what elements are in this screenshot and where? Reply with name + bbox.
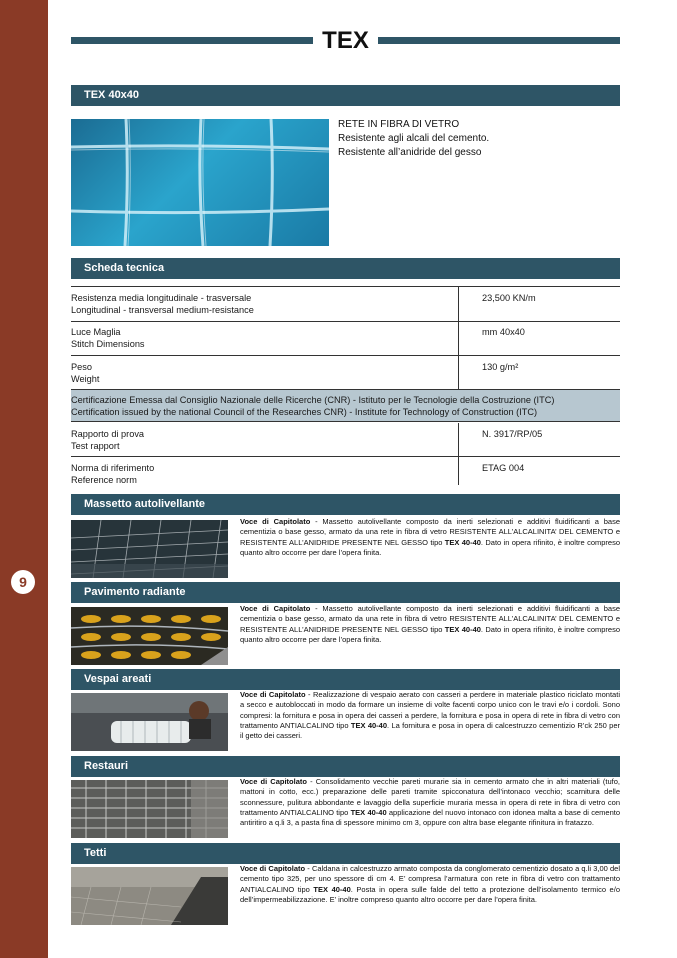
section-header-pavimento: Pavimento radiante <box>71 582 620 603</box>
spec-label-it: Luce Maglia <box>71 327 121 337</box>
spec-body: . La fornitura e posa in opera di calcestruzzo cementizio R’ck 250 per il getto dei casseri. <box>240 720 621 741</box>
spec-body: . Dato in opera rifinito, è inoltre compreso quanto altro occorre per dare l’opera finita. <box>240 624 621 644</box>
spec-lead: Voce di Capitolato <box>240 864 306 873</box>
section-header-restauri: Restauri <box>71 756 620 777</box>
massetto-photo <box>71 520 228 578</box>
spec-label <box>71 361 451 385</box>
spec-row <box>71 356 620 390</box>
spec-label-en: Stitch Dimensions <box>71 339 145 349</box>
spec-body: - Massetto autolivellante composto da inerti selezionati e additivi fluidificanti a base cementizia o base gesso, armato da una rete in fibra di vetro RESISTENTE ALL’ALCALINITA’ DEL CEMENTO e RESISTENTE ALL’ANIDRIDE PRESENTE NEL GESSO tipo <box>240 604 620 634</box>
spec-value: ETAG 004 <box>482 463 525 473</box>
spec-value: mm 40x40 <box>482 327 525 337</box>
pavimento-photo <box>71 607 228 665</box>
product-code: TEX 40-40 <box>313 884 351 894</box>
spec-label <box>71 428 451 452</box>
spec-row <box>71 423 620 457</box>
restauri-photo <box>71 780 228 838</box>
spec-body: - Realizzazione di vespaio aerato con casseri a perdere in materiale plastico riciclato montati a secco e autobloccati in modo da formare un insieme di volte facenti corpo unico con le travi e/o i cordoli. Sono compresi: la fornitura e posa in opera dei casseri a perdere, la fornitura e posa in opera di rete in fibra di vetro con trattamento ANTIALCALINO tipo <box>240 690 620 730</box>
spec-value: 130 g/m² <box>482 362 519 372</box>
spec-value: 23,500 KN/m <box>482 293 536 303</box>
product-description-line: Resistente all’anidride del gesso <box>338 147 482 158</box>
vespai-photo <box>71 693 228 751</box>
product-description-line: RETE IN FIBRA DI VETRO <box>338 119 460 130</box>
side-margin-band <box>0 0 48 958</box>
spec-divider <box>458 287 459 321</box>
spec-label <box>71 462 451 486</box>
product-code: TEX 40-40 <box>350 720 388 730</box>
spec-lead: Voce di Capitolato <box>240 604 311 613</box>
spec-row <box>71 286 620 322</box>
product-code: TEX 40-40 <box>444 537 481 547</box>
title-rule-right <box>378 37 620 44</box>
product-description-line: Resistente agli alcali del cemento. <box>338 133 490 144</box>
tetti-photo <box>71 867 228 925</box>
spec-body: . Dato in opera rifinito, è inoltre compreso quanto altro occorre per dare l’opera finita. <box>240 537 621 557</box>
section-text-pavimento <box>240 604 620 645</box>
section-header-tetti: Tetti <box>71 843 620 864</box>
spec-label-en: Longitudinal - transversal medium-resistance <box>71 305 254 315</box>
spec-label <box>71 326 451 350</box>
spec-divider <box>458 457 459 485</box>
spec-label-en: Weight <box>71 374 100 384</box>
page-title-row <box>71 26 620 56</box>
spec-label-en: Reference norm <box>71 475 137 485</box>
product-code: TEX 40-40 <box>350 807 387 817</box>
section-header-vespai: Vespai areati <box>71 669 620 690</box>
spec-label-it: Rapporto di prova <box>71 429 145 439</box>
product-code: TEX 40-40 <box>444 624 481 634</box>
spec-row <box>71 321 620 356</box>
spec-body: . Posta in opera sulle falde del tetto a protezione dell’isolamento termico e/o dell’impermeabilizzazione. E’ inoltre compreso quanto altro occorre per dare l’opera finita. <box>240 884 620 904</box>
spec-lead: Voce di Capitolato <box>240 777 307 786</box>
spec-label-it: Peso <box>71 362 92 372</box>
section-text-massetto <box>240 517 620 558</box>
spec-label-en: Test rapport <box>71 441 120 451</box>
spec-divider <box>458 356 459 389</box>
product-description <box>338 118 489 160</box>
product-header: TEX 40x40 <box>71 85 620 106</box>
spec-divider <box>458 321 459 355</box>
section-header-massetto: Massetto autolivellante <box>71 494 620 515</box>
title-rule-left <box>71 37 313 44</box>
spec-body: - Caldana in calcestruzzo armato composta da conglomerato cementizio dosato a q.li 3,00 del cemento tipo 325, per uno spessore di cm 4. E’ compresa l’armatura con rete in fibra di vetro con trattamento ANTIALCALINO tipo <box>240 864 620 894</box>
spec-value: N. 3917/RP/05 <box>482 429 543 439</box>
certification-it: Certificazione Emessa dal Consiglio Nazionale delle Ricerche (CNR) - Istituto per le Tecnologie della Costruzione (ITC) <box>71 395 555 405</box>
page-title: TEX <box>322 27 369 54</box>
spec-label-it: Resistenza media longitudinale - trasversale <box>71 293 252 303</box>
page-number: 9 <box>11 570 35 594</box>
spec-lead: Voce di Capitolato <box>240 690 306 699</box>
spec-body: - Massetto autolivellante composto da inerti selezionati e additivi fluidificanti a base cementizia o base gesso, armato da una rete in fibra di vetro RESISTENTE ALL’ALCALINITA’ DEL CEMENTO e RESISTENTE ALL’ANIDRIDE PRESENTE NEL GESSO tipo <box>240 517 620 547</box>
spec-lead: Voce di Capitolato <box>240 517 311 526</box>
certification-band <box>71 390 620 422</box>
spec-label <box>71 292 451 316</box>
spec-row <box>71 457 620 485</box>
certification-en: Certification issued by the national Council of the Researches CNR) - Institute for Technology of Construction (ITC) <box>71 407 538 417</box>
spec-label-it: Norma di riferimento <box>71 463 155 473</box>
spec-body: - Consolidamento vecchie pareti murarie sia in cemento armato che in altri materiali (tufo, mattoni in cotto, ecc.) preparazione delle pareti tramite spicconatura dell’intonaco vecchio; scarnitura delle sconnessure, pulitura abbondante e lavaggio della superficie muraria messa in opera di rete in fibra di vetro con trattamento ANTIALCALINO tipo <box>240 777 620 817</box>
section-text-vespai <box>240 690 620 741</box>
scheda-header: Scheda tecnica <box>71 258 620 279</box>
spec-body: applicazione del nuovo intonaco con idonea malta a base di cemento antiritiro a q.li 3, a pasta fina di spessore minimo cm 3, oppure con altra base elegante rifinitura in fratazzo. <box>240 807 620 828</box>
section-text-restauri <box>240 777 620 828</box>
mesh-photo <box>71 119 329 246</box>
spec-divider <box>458 423 459 456</box>
section-text-tetti <box>240 864 620 905</box>
